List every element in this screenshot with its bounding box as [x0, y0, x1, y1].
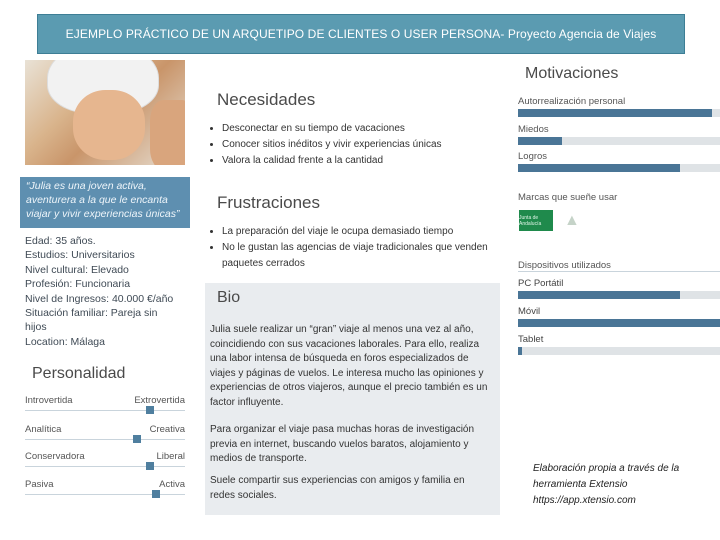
- bio-title: Bio: [217, 289, 241, 306]
- motivation-bar: [518, 96, 720, 117]
- needs-title: Necesidades: [217, 90, 316, 109]
- bio-paragraph: Para organizar el viaje pasa muchas horas de investigación previa en internet, buscando vuelos baratos, alojamiento y medios de transporte.: [210, 424, 475, 464]
- bar-fill: [518, 319, 720, 327]
- trait-knob: [146, 462, 154, 470]
- bar-track: [518, 347, 720, 355]
- bar-track: [518, 291, 720, 299]
- motivations-title: Motivaciones: [525, 65, 619, 82]
- trait-knob: [133, 435, 141, 443]
- list-item: • Desconectar en su tiempo de vacaciones: [222, 121, 507, 137]
- bio-paragraph: Suele compartir sus experiencias con amigos y familia en redes sociales.: [210, 475, 465, 501]
- fact-line: Profesión: Funcionaria: [25, 278, 131, 291]
- list-item: • No le gustan las agencias de viaje tradicionales que venden paquetes cerrados: [222, 240, 507, 272]
- bar-fill: [518, 109, 712, 117]
- brands-label: Marcas que sueñe usar: [518, 192, 618, 203]
- credit-line: herramienta Extensio: [533, 479, 628, 490]
- trait-pasiva-activa: [25, 479, 185, 495]
- brand-logo-icon: ▲: [564, 212, 580, 229]
- bio-panel: [205, 283, 500, 515]
- bar-label: Logros: [518, 151, 548, 162]
- trait-left-label: Analítica: [25, 424, 62, 435]
- fact-line: Nivel de Ingresos: 40.000 €/año: [25, 292, 174, 305]
- header-title: EJEMPLO PRÁCTICO DE UN ARQUETIPO DE CLIENTES O USER PERSONA- Proyecto Agencia de Viajes: [65, 27, 657, 41]
- personality-title: Personalidad: [32, 365, 126, 382]
- bar-label: Tablet: [518, 334, 544, 345]
- list-item: • Conocer sitios inéditos y vivir experiencias únicas: [222, 137, 507, 153]
- bar-label: Miedos: [518, 124, 549, 135]
- trait-track: [25, 466, 185, 467]
- frustrations-title: Frustraciones: [217, 193, 320, 212]
- trait-conservadora-liberal: [25, 451, 185, 467]
- trait-knob: [152, 490, 160, 498]
- credit-line: Elaboración propia a través de la: [533, 463, 680, 474]
- needs-list: [208, 121, 507, 169]
- face-shape: [73, 90, 145, 160]
- credit-url[interactable]: https://app.xtensio.com: [533, 495, 636, 506]
- bar-fill: [518, 347, 522, 355]
- trait-right-label: Liberal: [156, 451, 185, 462]
- trait-introvertida-extrovertida: [25, 395, 185, 411]
- bar-track: [518, 164, 720, 172]
- bar-track: [518, 319, 720, 327]
- trait-track: [25, 410, 185, 411]
- list-item: • Valora la calidad frente a la cantidad: [222, 153, 507, 169]
- bio-paragraph: Julia suele realizar un “gran” viaje al menos una vez al año, coincidiendo con sus vacaciones laborales. Para ello, realiza una labor intensa de búsqueda en foros especializados de viajes y páginas de vuelos. Le interesa mucho las opiniones y experiencias de otros viajeros, aunque el precio también es un factor influyente.: [210, 324, 488, 408]
- frustrations-list: [208, 224, 507, 272]
- trait-right-label: Extrovertida: [134, 395, 185, 406]
- fact-line: hijos: [25, 321, 47, 334]
- trait-left-label: Introvertida: [25, 395, 73, 406]
- motivation-bar: [518, 151, 720, 172]
- bar-label: PC Portátil: [518, 278, 564, 289]
- credit-note: [533, 461, 713, 509]
- motivation-bar: [518, 124, 720, 145]
- bar-track: [518, 137, 720, 145]
- fact-line: Location: Málaga: [25, 335, 105, 348]
- persona-quote: “Julia es una joven activa, aventurera a la que le encanta viajar y vivir experiencias únicas”: [20, 177, 190, 228]
- fact-line: Nivel cultural: Elevado: [25, 263, 129, 276]
- trait-left-label: Pasiva: [25, 479, 54, 490]
- bar-fill: [518, 137, 562, 145]
- list-item: • La preparación del viaje le ocupa demasiado tiempo: [222, 224, 507, 240]
- fact-line: Estudios: Universitarios: [25, 249, 135, 262]
- device-bar: [518, 278, 720, 299]
- trait-track: [25, 439, 185, 440]
- trait-left-label: Conservadora: [25, 451, 85, 462]
- device-bar: [518, 334, 720, 355]
- fact-line: Edad: 35 años.: [25, 235, 96, 247]
- bar-fill: [518, 164, 680, 172]
- page-header: [37, 14, 685, 54]
- trait-analitica-creativa: [25, 424, 185, 440]
- arm-shape: [150, 100, 185, 165]
- devices-divider: [518, 271, 720, 272]
- devices-label: Dispositivos utilizados: [518, 260, 611, 271]
- trait-right-label: Creativa: [149, 424, 185, 435]
- trait-knob: [146, 406, 154, 414]
- brand-logo: Junta de Andalucía: [519, 210, 553, 231]
- persona-photo: [25, 60, 185, 165]
- bar-track: [518, 109, 720, 117]
- bar-fill: [518, 291, 680, 299]
- device-bar: [518, 306, 720, 327]
- trait-track: [25, 494, 185, 495]
- persona-facts: [25, 234, 195, 349]
- fact-line: Situación familiar: Pareja sin: [25, 307, 158, 320]
- bar-label: Móvil: [518, 306, 541, 317]
- bar-label: Autorrealización personal: [518, 96, 626, 107]
- trait-right-label: Activa: [159, 479, 185, 490]
